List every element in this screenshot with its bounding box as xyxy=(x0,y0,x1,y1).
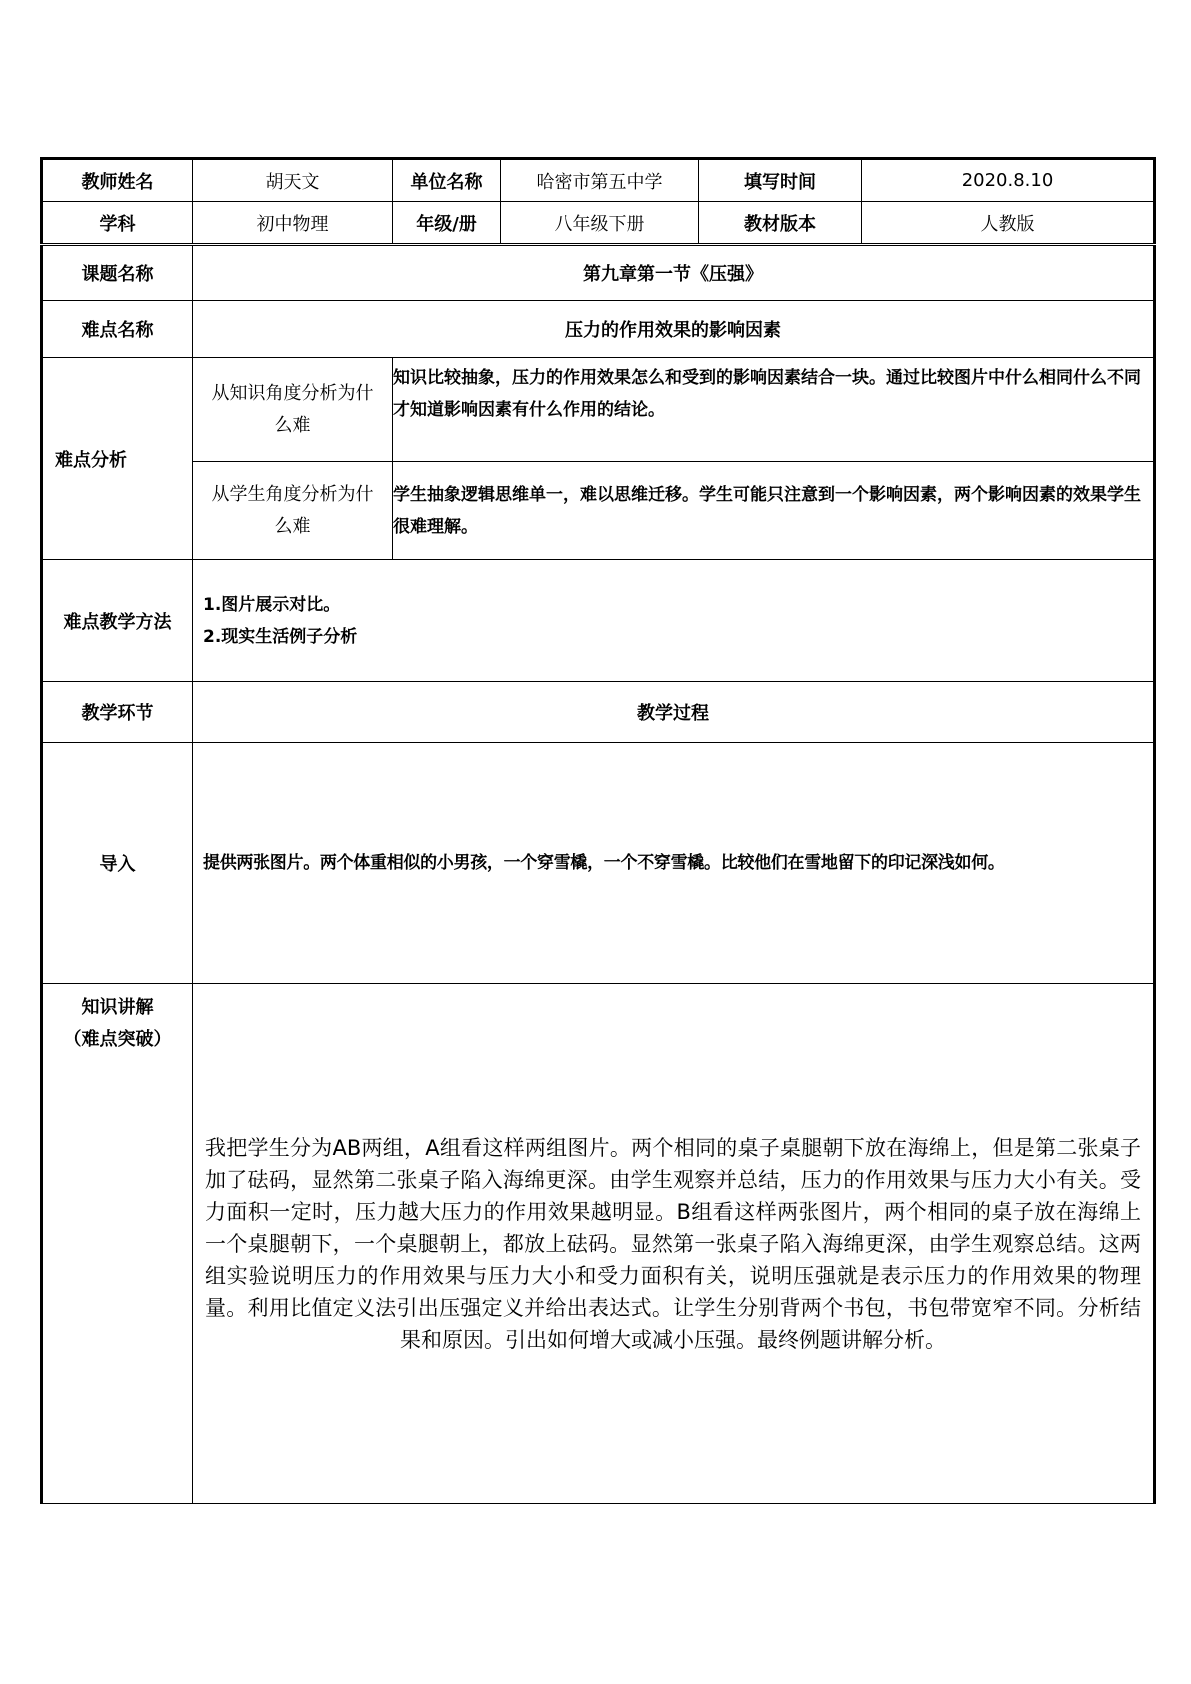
unit-name-label: 单位名称 xyxy=(393,159,501,202)
knowledge-explain-label-line2: （难点突破） xyxy=(63,1029,172,1050)
edition-label: 教材版本 xyxy=(699,202,862,245)
method-item-2: 2.现实生活例子分析 xyxy=(203,626,358,647)
process-header-label: 教学过程 xyxy=(193,682,1155,743)
difficulty-label: 难点名称 xyxy=(42,301,193,358)
grade-value: 八年级下册 xyxy=(501,202,699,245)
difficulty-value: 压力的作用效果的影响因素 xyxy=(193,301,1155,358)
analysis-student-row xyxy=(42,462,1155,560)
intro-label: 导入 xyxy=(42,743,193,984)
topic-row xyxy=(42,245,1155,301)
intro-text: 提供两张图片。两个体重相似的小男孩，一个穿雪橇，一个不穿雪橇。比较他们在雪地留下的印记深浅如何。 xyxy=(193,743,1155,984)
lesson-plan-table xyxy=(40,157,1156,1504)
analysis-label: 难点分析 xyxy=(42,358,193,560)
knowledge-angle-text: 知识比较抽象，压力的作用效果怎么和受到的影响因素结合一块。通过比较图片中什么相同什么不同才知道影响因素有什么作用的结论。 xyxy=(393,358,1155,462)
knowledge-angle-label: 从知识角度分析为什么难 xyxy=(193,358,393,462)
topic-label: 课题名称 xyxy=(42,245,193,301)
subject-label: 学科 xyxy=(42,202,193,245)
difficulty-row xyxy=(42,301,1155,358)
teacher-name-label: 教师姓名 xyxy=(42,159,193,202)
subject-value: 初中物理 xyxy=(193,202,393,245)
info-row-1 xyxy=(42,159,1155,202)
knowledge-explain-label-line1: 知识讲解 xyxy=(81,997,154,1018)
student-angle-label: 从学生角度分析为什么难 xyxy=(193,462,393,560)
methods-row xyxy=(42,560,1155,682)
info-row-2 xyxy=(42,202,1155,245)
fill-date-label: 填写时间 xyxy=(699,159,862,202)
teacher-name-value: 胡天文 xyxy=(193,159,393,202)
fill-date-value: 2020.8.10 xyxy=(862,159,1155,202)
knowledge-explain-text: 我把学生分为AB两组，A组看这样两组图片。两个相同的桌子桌腿朝下放在海绵上，但是第二张桌子加了砝码，显然第二张桌子陷入海绵更深。由学生观察并总结，压力的作用效果与压力大小有关。受力面积一定时，压力越大压力的作用效果越明显。B组看这样两张图片，两个相同的桌子放在海绵上一个桌腿朝下，一个桌腿朝上，都放上砝码。显然第一张桌子陷入海绵更深，由学生观察总结。这两组实验说明压力的作用效果与压力大小和受力面积有关，说明压强就是表示压力的作用效果的物理量。利用比值定义法引出压强定义并给出表达式。让学生分别背两个书包，书包带宽窄不同。分析结果和原因。引出如何增大或减小压强。最终例题讲解分析。 xyxy=(193,984,1155,1504)
grade-label: 年级/册 xyxy=(393,202,501,245)
knowledge-explain-label xyxy=(42,984,193,1504)
method-item-1: 1.图片展示对比。 xyxy=(203,594,341,615)
methods-list xyxy=(193,560,1155,682)
analysis-knowledge-row xyxy=(42,358,1155,462)
student-angle-text: 学生抽象逻辑思维单一，难以思维迁移。学生可能只注意到一个影响因素，两个影响因素的效果学生很难理解。 xyxy=(393,462,1155,560)
unit-name-value: 哈密市第五中学 xyxy=(501,159,699,202)
stage-header-label: 教学环节 xyxy=(42,682,193,743)
intro-row xyxy=(42,743,1155,984)
knowledge-row xyxy=(42,984,1155,1504)
process-header-row xyxy=(42,682,1155,743)
topic-value: 第九章第一节《压强》 xyxy=(193,245,1155,301)
edition-value: 人教版 xyxy=(862,202,1155,245)
methods-label: 难点教学方法 xyxy=(42,560,193,682)
